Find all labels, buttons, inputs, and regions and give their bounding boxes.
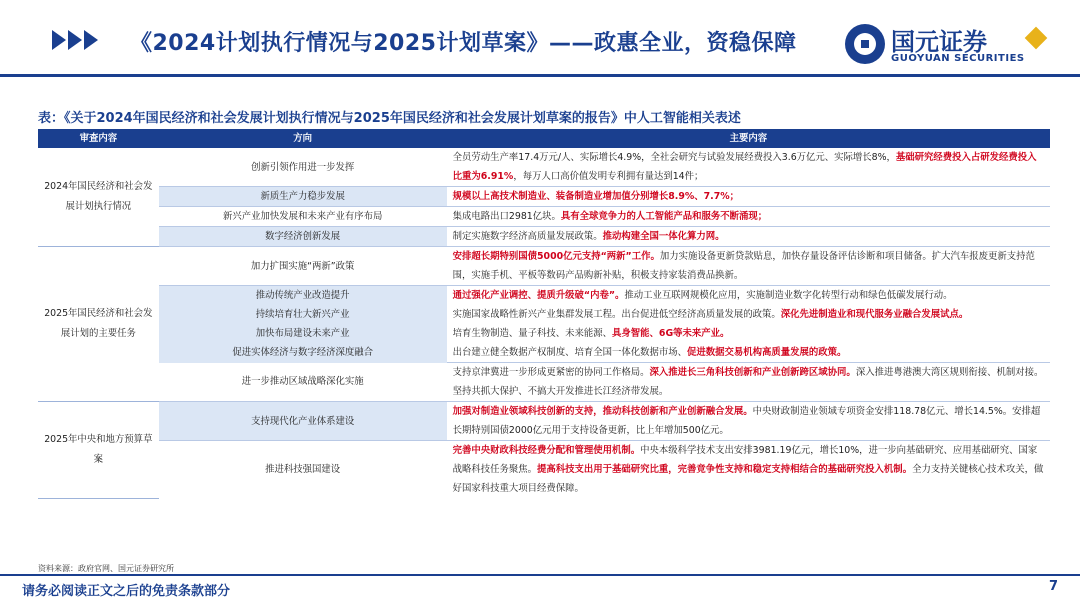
table-row: [38, 402, 1050, 441]
table-header-row: [38, 129, 1050, 148]
table-row: [38, 187, 1050, 207]
logo-emblem-icon: [845, 24, 885, 64]
direction-cell: 新质生产力稳步发展: [159, 187, 447, 207]
direction-line: 促进实体经济与数字经济深度融合: [232, 347, 373, 359]
content-cell: 支持京津冀进一步形成更紧密的协同工作格局。深入推进长三角科技创新和产业创新跨区域协同。深入推进粤港澳大湾区规则衔接、机制对接。坚持共抓大保护、不搞大开发推进长江经济带发展。: [447, 363, 1050, 402]
table-row: [38, 441, 1050, 499]
direction-line: 加快布局建设未来产业: [255, 328, 350, 340]
direction-cell: 加力扩围实施“两新”政策: [159, 247, 447, 286]
category-cell: 2025年国民经济和社会发展计划的主要任务: [38, 247, 159, 402]
content-cell: 加强对制造业领域科技创新的支持，推动科技创新和产业创新融合发展。中央财政制造业领域专项资金安排118.78亿元、增长14.5%。安排超长期特别国债2000亿元用于支持设备更新，比上年增加500亿元。: [447, 402, 1050, 441]
logo-accent-icon: [1025, 27, 1048, 50]
direction-cell: 进一步推动区域战略深化实施: [159, 363, 447, 402]
category-cell: 2024年国民经济和社会发展计划执行情况: [38, 148, 159, 247]
header-content: 主要内容: [447, 129, 1050, 148]
footer-divider: [0, 574, 1080, 576]
table-row: [38, 363, 1050, 402]
direction-cell: [159, 286, 447, 363]
direction-cell: 推进科技强国建设: [159, 441, 447, 499]
table-row: [38, 286, 1050, 306]
category-cell: 2025年中央和地方预算草案: [38, 402, 159, 499]
content-cell: 实施国家战略性新兴产业集群发展工程。出台促进低空经济高质量发展的政策。深化先进制造业和现代服务业融合发展试点。: [452, 309, 969, 320]
direction-line: 持续培育壮大新兴产业: [255, 309, 350, 321]
disclaimer-text: 请务必阅读正文之后的免责条款部分: [22, 584, 231, 599]
direction-cell: 创新引领作用进一步发挥: [159, 148, 447, 187]
company-logo: [845, 22, 1055, 72]
direction-cell: 数字经济创新发展: [159, 227, 447, 247]
content-cell: 通过强化产业调控、提质升级破“内卷”。推动工业互联网规模化应用，实施制造业数字化转型行动和绿色低碳发展行动。: [452, 290, 953, 301]
header-direction: 方向: [159, 129, 447, 148]
content-cell: 集成电路出口2981亿块。具有全球竞争力的人工智能产品和服务不断涌现；: [447, 207, 1050, 227]
table-row: [38, 207, 1050, 227]
content-cell: 规模以上高技术制造业、装备制造业增加值分别增长8.9%、7.7%；: [447, 187, 1050, 207]
page-number: 7: [1049, 579, 1059, 594]
direction-line: 推动传统产业改造提升: [255, 290, 350, 302]
page-title: 《2024计划执行情况与2025计划草案》——政惠全业，资稳保障: [130, 31, 797, 56]
content-cell: 全员劳动生产率17.4万元/人、实际增长4.9%，全社会研究与试验发展经费投入3.6万亿元、实际增长8%，基础研究经费投入占研发经费投入比重为6.91%，每万人口高价值发明专利拥有量达到14件；: [447, 148, 1050, 187]
direction-cell: 支持现代化产业体系建设: [159, 402, 447, 441]
table-row: [38, 247, 1050, 286]
content-cell: 制定实施数字经济高质量发展政策。推动构建全国一体化算力网。: [447, 227, 1050, 247]
table-caption: 表：《关于2024年国民经济和社会发展计划执行情况与2025年国民经济和社会发展计划草案的报告》中人工智能相关表述: [38, 111, 741, 126]
header-arrows-icon: [52, 30, 100, 50]
content-cell: 培育生物制造、量子科技、未来能源、具身智能、6G等未来产业。: [452, 328, 730, 339]
content-cell: 出台建立健全数据产权制度、培育全国一体化数据市场、促进数据交易机构高质量发展的政策。: [447, 343, 1050, 363]
header-review: 审查内容: [38, 129, 159, 148]
logo-cn-name: 国元证券: [891, 28, 987, 56]
header-divider: [0, 74, 1080, 77]
table-row: [38, 227, 1050, 247]
ai-statements-table: [38, 129, 1050, 499]
content-cell: 安排超长期特别国债5000亿元支持“两新”工作。加力实施设备更新贷款贴息，加快存量设备评估诊断和项目储备。扩大汽车报废更新支持范围，实施手机、平板等数码产品购新补贴，积极支持家装消费品换新。: [447, 247, 1050, 286]
content-cell: 完善中央财政科技经费分配和管理使用机制。中央本级科学技术支出安排3981.19亿元，增长10%，进一步向基础研究、应用基础研究、国家战略科技任务聚焦。提高科技支出用于基础研究比重，完善竞争性支持和稳定支持相结合的基础研究投入机制。全力支持关键核心技术攻关，做好国家科技重大项目经费保障。: [452, 445, 1044, 494]
source-note: 资料来源：政府官网、国元证券研究所: [38, 564, 174, 573]
table-row: [38, 148, 1050, 187]
logo-en-name: GUOYUAN SECURITIES: [891, 53, 1025, 64]
direction-cell: 新兴产业加快发展和未来产业有序布局: [159, 207, 447, 227]
